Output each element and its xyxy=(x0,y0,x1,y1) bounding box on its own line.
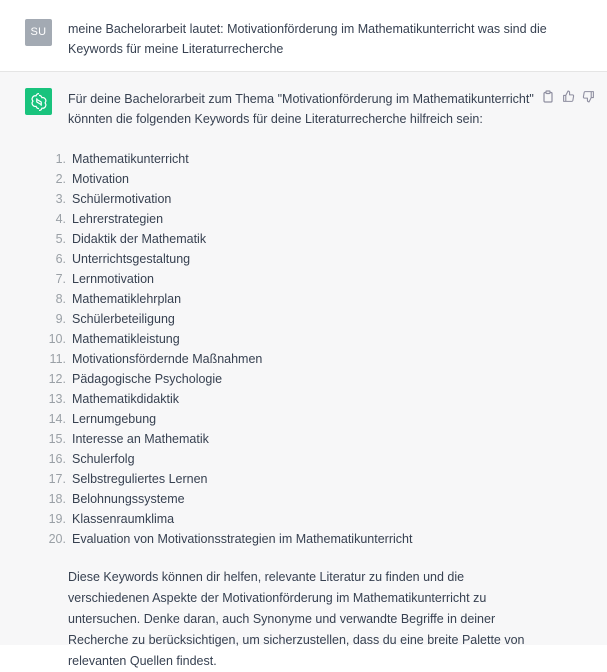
list-item-text: Belohnungssysteme xyxy=(72,492,185,506)
list-item-number: 20. xyxy=(28,529,66,549)
list-item xyxy=(68,389,538,409)
list-item xyxy=(68,149,538,169)
list-item-text: Mathematikleistung xyxy=(72,332,180,346)
assistant-outro-text: Diese Keywords können dir helfen, relevante Literatur zu finden und die verschiedenen Aspekte der Motivationförderung im Mathematikunterricht zu untersuchen. Denke daran, auch Synonyme und verwandte Begriffe in deiner Recherche zu berücksichtigen, um sicherzustellen, dass du eine breite Palette von relevanten Quellen findest. xyxy=(68,567,538,672)
list-item xyxy=(68,409,538,429)
assistant-message-content xyxy=(68,89,538,672)
list-item-text: Lernmotivation xyxy=(72,272,154,286)
openai-logo-icon xyxy=(30,93,48,111)
thumbs-up-icon[interactable] xyxy=(561,89,575,103)
list-item-text: Pädagogische Psychologie xyxy=(72,372,222,386)
list-item xyxy=(68,249,538,269)
list-item-text: Motivationsfördernde Maßnahmen xyxy=(72,352,262,366)
list-item-number: 19. xyxy=(28,509,66,529)
list-item-number: 18. xyxy=(28,489,66,509)
list-item-number: 4. xyxy=(28,209,66,229)
list-item-text: Schülermotivation xyxy=(72,192,171,206)
list-item xyxy=(68,209,538,229)
list-item-number: 15. xyxy=(28,429,66,449)
list-item-text: Schulerfolg xyxy=(72,452,135,466)
assistant-avatar xyxy=(25,88,52,115)
list-item xyxy=(68,309,538,329)
copy-icon[interactable] xyxy=(541,89,555,103)
list-item-number: 12. xyxy=(28,369,66,389)
list-item-number: 17. xyxy=(28,469,66,489)
list-item-number: 13. xyxy=(28,389,66,409)
list-item xyxy=(68,509,538,529)
list-item xyxy=(68,329,538,349)
list-item-number: 6. xyxy=(28,249,66,269)
list-item-number: 10. xyxy=(28,329,66,349)
list-item xyxy=(68,469,538,489)
list-item-number: 14. xyxy=(28,409,66,429)
list-item xyxy=(68,369,538,389)
list-item-number: 16. xyxy=(28,449,66,469)
list-item-number: 2. xyxy=(28,169,66,189)
list-item-text: Motivation xyxy=(72,172,129,186)
list-item-text: Lehrerstrategien xyxy=(72,212,163,226)
list-item-text: Selbstreguliertes Lernen xyxy=(72,472,208,486)
user-avatar: SU xyxy=(25,19,52,46)
user-message-text: meine Bachelorarbeit lautet: Motivationförderung im Mathematikunterricht was sind die Keywords für meine Literaturrecherche xyxy=(68,19,558,59)
list-item-text: Schülerbeteiligung xyxy=(72,312,175,326)
list-item xyxy=(68,429,538,449)
list-item-text: Evaluation von Motivationsstrategien im Mathematikunterricht xyxy=(72,532,412,546)
list-item-number: 8. xyxy=(28,289,66,309)
list-item-text: Didaktik der Mathematik xyxy=(72,232,206,246)
list-item-text: Klassenraumklima xyxy=(72,512,174,526)
keyword-list xyxy=(68,149,538,549)
list-item-number: 9. xyxy=(28,309,66,329)
thumbs-down-icon[interactable] xyxy=(581,89,595,103)
list-item-text: Lernumgebung xyxy=(72,412,156,426)
list-item xyxy=(68,269,538,289)
list-item xyxy=(68,289,538,309)
list-item-number: 3. xyxy=(28,189,66,209)
list-item-text: Unterrichtsgestaltung xyxy=(72,252,190,266)
list-item-text: Mathematiklehrplan xyxy=(72,292,181,306)
message-actions xyxy=(541,89,595,103)
list-item-number: 7. xyxy=(28,269,66,289)
assistant-intro-text: Für deine Bachelorarbeit zum Thema "Motivationförderung im Mathematikunterricht" könnten die folgenden Keywords für deine Literaturrecherche hilfreich sein: xyxy=(68,89,538,129)
list-item-number: 11. xyxy=(28,349,66,369)
list-item-text: Mathematikdidaktik xyxy=(72,392,179,406)
list-item xyxy=(68,169,538,189)
list-item xyxy=(68,529,538,549)
list-item xyxy=(68,489,538,509)
list-item-number: 1. xyxy=(28,149,66,169)
list-item-number: 5. xyxy=(28,229,66,249)
list-item xyxy=(68,449,538,469)
list-item-text: Mathematikunterricht xyxy=(72,152,189,166)
list-item xyxy=(68,349,538,369)
assistant-message-row xyxy=(0,72,607,645)
list-item xyxy=(68,229,538,249)
list-item-text: Interesse an Mathematik xyxy=(72,432,209,446)
list-item xyxy=(68,189,538,209)
user-message-row xyxy=(0,0,607,72)
